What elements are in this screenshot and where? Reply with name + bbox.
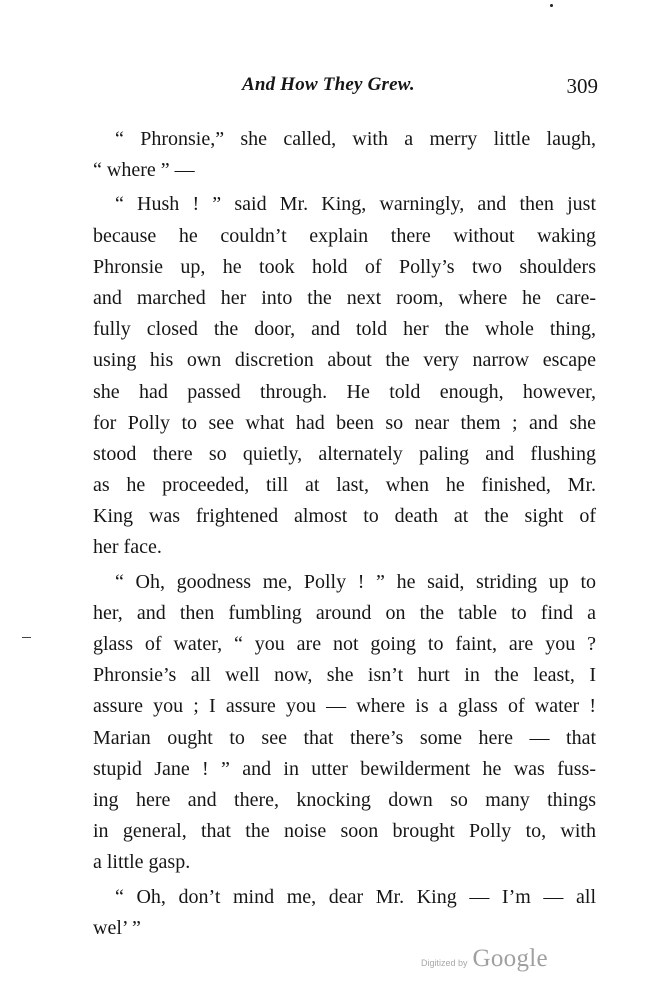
text-line: because he couldn’t explain there without waking bbox=[93, 224, 596, 247]
text-line: her face. bbox=[93, 536, 162, 559]
google-wordmark: Google bbox=[472, 945, 548, 972]
ink-speck bbox=[550, 4, 553, 7]
text-line: Phronsie’s all well now, she isn’t hurt in the least, I bbox=[93, 664, 596, 687]
text-line: using his own discretion about the very narrow escape bbox=[93, 349, 596, 372]
text-line: fully closed the door, and told her the whole thing, bbox=[93, 318, 596, 341]
text-line: “ Phronsie,” she called, with a merry little laugh, bbox=[115, 128, 596, 150]
text-line: Marian ought to see that there’s some here — that bbox=[93, 726, 596, 749]
text-line: in general, that the noise soon brought Polly to, with bbox=[93, 820, 596, 843]
text-line: for Polly to see what had been so near them ; and she bbox=[93, 411, 596, 434]
text-line: wel’ ” bbox=[93, 916, 141, 939]
text-line: “ Oh, goodness me, Polly ! ” he said, striding up to bbox=[115, 570, 596, 593]
text-line: “ Oh, don’t mind me, dear Mr. King — I’m — all bbox=[115, 885, 596, 908]
margin-mark bbox=[22, 637, 31, 638]
text-line: glass of water, “ you are not going to faint, are you ? bbox=[93, 633, 596, 655]
text-line: assure you ; I assure you — where is a glass of water ! bbox=[93, 695, 596, 718]
text-line: Phronsie up, he took hold of Polly’s two shoulders bbox=[93, 255, 596, 278]
text-line: ing here and there, knocking down so many things bbox=[93, 788, 596, 811]
body-text bbox=[93, 124, 596, 944]
text-line: “ where ” — bbox=[93, 159, 195, 182]
text-line: as he proceeded, till at last, when he finished, Mr. bbox=[93, 474, 596, 497]
text-line: King was frightened almost to death at the sight of bbox=[93, 505, 596, 528]
text-line: “ Hush ! ” said Mr. King, warningly, and then just bbox=[115, 193, 596, 216]
text-line: stood there so quietly, alternately paling and flushing bbox=[93, 442, 596, 465]
digitized-by-credit bbox=[421, 945, 548, 973]
text-line: a little gasp. bbox=[93, 851, 191, 874]
page-number: 309 bbox=[566, 74, 598, 98]
digitized-by-label: Digitized by bbox=[421, 958, 468, 968]
page-header bbox=[238, 74, 598, 104]
text-line: her, and then fumbling around on the table to find a bbox=[93, 601, 596, 624]
text-line: and marched her into the next room, where he care- bbox=[93, 286, 596, 309]
text-line: stupid Jane ! ” and in utter bewilderment he was fuss- bbox=[93, 757, 596, 780]
running-title: And How They Grew. bbox=[242, 74, 415, 95]
text-line: she had passed through. He told enough, however, bbox=[93, 380, 596, 403]
